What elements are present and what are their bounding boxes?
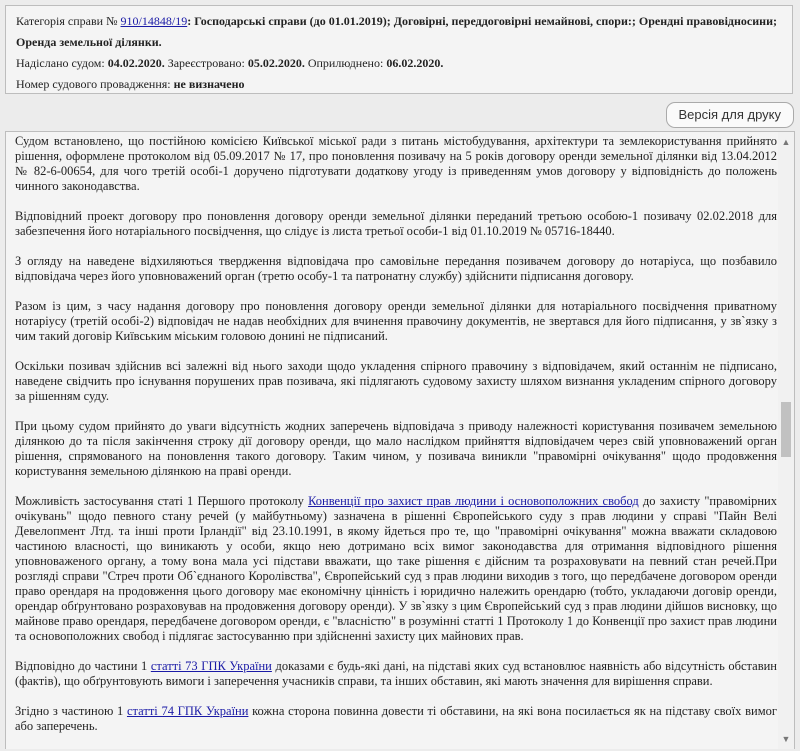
case-info-panel	[5, 5, 793, 94]
law-link[interactable]: статті 74 ГПК України	[126, 704, 249, 718]
document-content[interactable]	[5, 131, 795, 749]
proceeding-value: не визначено	[173, 77, 245, 91]
sent-date: 04.02.2020.	[107, 56, 165, 70]
paragraph-text: Можливість застосування статі 1 Першого протоколу	[15, 494, 309, 508]
registered-date: 05.02.2020.	[247, 56, 305, 70]
scroll-up-icon[interactable]: ▲	[781, 137, 791, 147]
published-label: Оприлюднено:	[304, 56, 387, 70]
paragraph	[15, 359, 777, 404]
case-dates	[16, 53, 782, 74]
paragraph	[15, 659, 777, 689]
published-date: 06.02.2020.	[386, 56, 444, 70]
paragraph-text: до захисту "правомірних очікувань" щодо певного стану речей (у майбутньому) зазначена в рішенні Європейського суду з прав людини у справі "Пайн Велі Девелопмент Лтд. та інші проти Ірландії" від 23.10.1991, в якому йдеться про те, що "правомірні очікування" можна вважати складовою частиною власності, що виникають у особи, якщо нею дотримано всіх вимог законодавства для отримання відповідного рішення уповноваженого органу, а тому вона мала усі підстави вважати, що таке рішення є дійсним та розраховувати на певний стан речей.При розгляді справи "Стреч проти Об`єднаного Королівства", Європейський суд з прав людини виходив з того, що передбачене договором оренди право орендаря на продовження цього договору має економічну цінність і юридично належить орендарю (тобто, укладаючи договір оренди, орендар обґрунтовано розраховував на продовження договору оренди). У зв`язку з цим Європейський суд з прав людини дійшов висновку, що майнове право орендаря, передбачене договором оренди, є "власністю" в розумінні статті 1 Протоколу 1 до Конвенції про захист прав людини та основоположних свобод і підлягає застосуванню при здійсненні захисту цих майнових прав.	[15, 494, 777, 643]
paragraph-text: Згідно з частиною 1	[15, 704, 127, 718]
paragraph-text: Судом встановлено, що постійною комісією Київської міської ради з питань містобудування, архітектури та землекористування прийнято рішення, оформлене протоколом від 05.09.2017 № 17, про поновлення позивачу на 5 років договору оренди земельної ділянки від 13.04.2012 № 82-6-00654, для чого третій особі-1 доручено підготувати додаткову угоду із приведенням умов договору у відповідність до положень чинного законодавства.	[15, 134, 777, 193]
paragraph	[15, 419, 777, 479]
registered-label: Зареєстровано:	[164, 56, 248, 70]
paragraph	[15, 134, 777, 194]
document-text	[15, 134, 777, 734]
proceeding-number	[16, 74, 782, 95]
paragraph-text: З огляду на наведене відхиляються твердження відповідача про самовільне передання позивачем договору до нотаріуса, що позбавило відповідача через його уповноважений орган (третю особу-1 та патронатну службу) здійснити підписання договору.	[15, 254, 777, 283]
print-version-button[interactable]: Версія для друку	[666, 102, 795, 128]
paragraph-text: кожна сторона повинна довести ті обставини, на які вона посилається як на підставу своїх вимог або заперечень.	[15, 704, 777, 733]
case-number-link[interactable]: 910/14848/19	[120, 14, 188, 28]
paragraph	[15, 254, 777, 284]
paragraph	[15, 494, 777, 644]
paragraph	[15, 209, 777, 239]
scrollbar[interactable]	[778, 132, 794, 749]
paragraph	[15, 704, 777, 734]
category-label: Категорія справи №	[16, 14, 121, 28]
case-category	[16, 11, 782, 32]
category-text-2: Оренда земельної ділянки.	[16, 35, 162, 49]
law-link[interactable]: Конвенції про захист прав людини і основоположних свобод	[308, 494, 639, 508]
paragraph-text: доказами є будь-які дані, на підставі яких суд встановлює наявність або відсутність обставин (фактів), що обґрунтовують вимоги і заперечення учасників справи, та інших обставин, які мають значення для вирішення справи.	[15, 659, 777, 688]
paragraph-text: Оскільки позивач здійснив всі залежні від нього заходи щодо укладення спірного правочину з відповідачем, який останнім не підписано, наведене свідчить про існування порушених прав позивача, які підлягають судовому захисту шляхом визнання укладеним спірного договору за рішенням суду.	[15, 359, 777, 403]
proceeding-label: Номер судового провадження:	[16, 77, 174, 91]
sent-label: Надіслано судом:	[16, 56, 108, 70]
scrollbar-thumb[interactable]	[781, 402, 791, 457]
scroll-down-icon[interactable]: ▼	[781, 734, 791, 744]
paragraph	[15, 299, 777, 344]
paragraph-text: Відповідний проект договору про поновлення договору оренди земельної ділянки переданий третьою особою-1 позивачу 02.02.2018 для забезпечення його нотаріального посвідчення, що слідує із листа третьої особи-1 від 01.10.2019 № 05716-18440.	[15, 209, 777, 238]
category-text: : Господарські справи (до 01.01.2019); Договірні, переддоговірні немайнові, спори:; Орендні правовідносини;	[187, 14, 777, 28]
paragraph-text: При цьому судом прийнято до уваги відсутність жодних заперечень відповідача з приводу належності користування позивачем земельною ділянкою до та після закінчення строку дії договору оренди, що мало наслідком прийняття відповідачем через свій уповноважений орган рішення, спрямованого на поновлення такого договору. Таким чином, у позивача виникли "правомірні очікування" щодо продовження користування земельною ділянкою на праві оренди.	[15, 419, 777, 478]
paragraph-text: Разом із цим, з часу надання договору про поновлення договору оренди земельної ділянки для нотаріального посвідчення приватному нотаріусу (третій особі-2) відповідач не надав необхідних для вчинення правочину документів, не звертався для його підписання, у зв`язку з чим такий договір Київським міським головою донині не підписаний.	[15, 299, 777, 343]
law-link[interactable]: статті 73 ГПК України	[150, 659, 272, 673]
paragraph-text: Відповідно до частини 1	[15, 659, 151, 673]
